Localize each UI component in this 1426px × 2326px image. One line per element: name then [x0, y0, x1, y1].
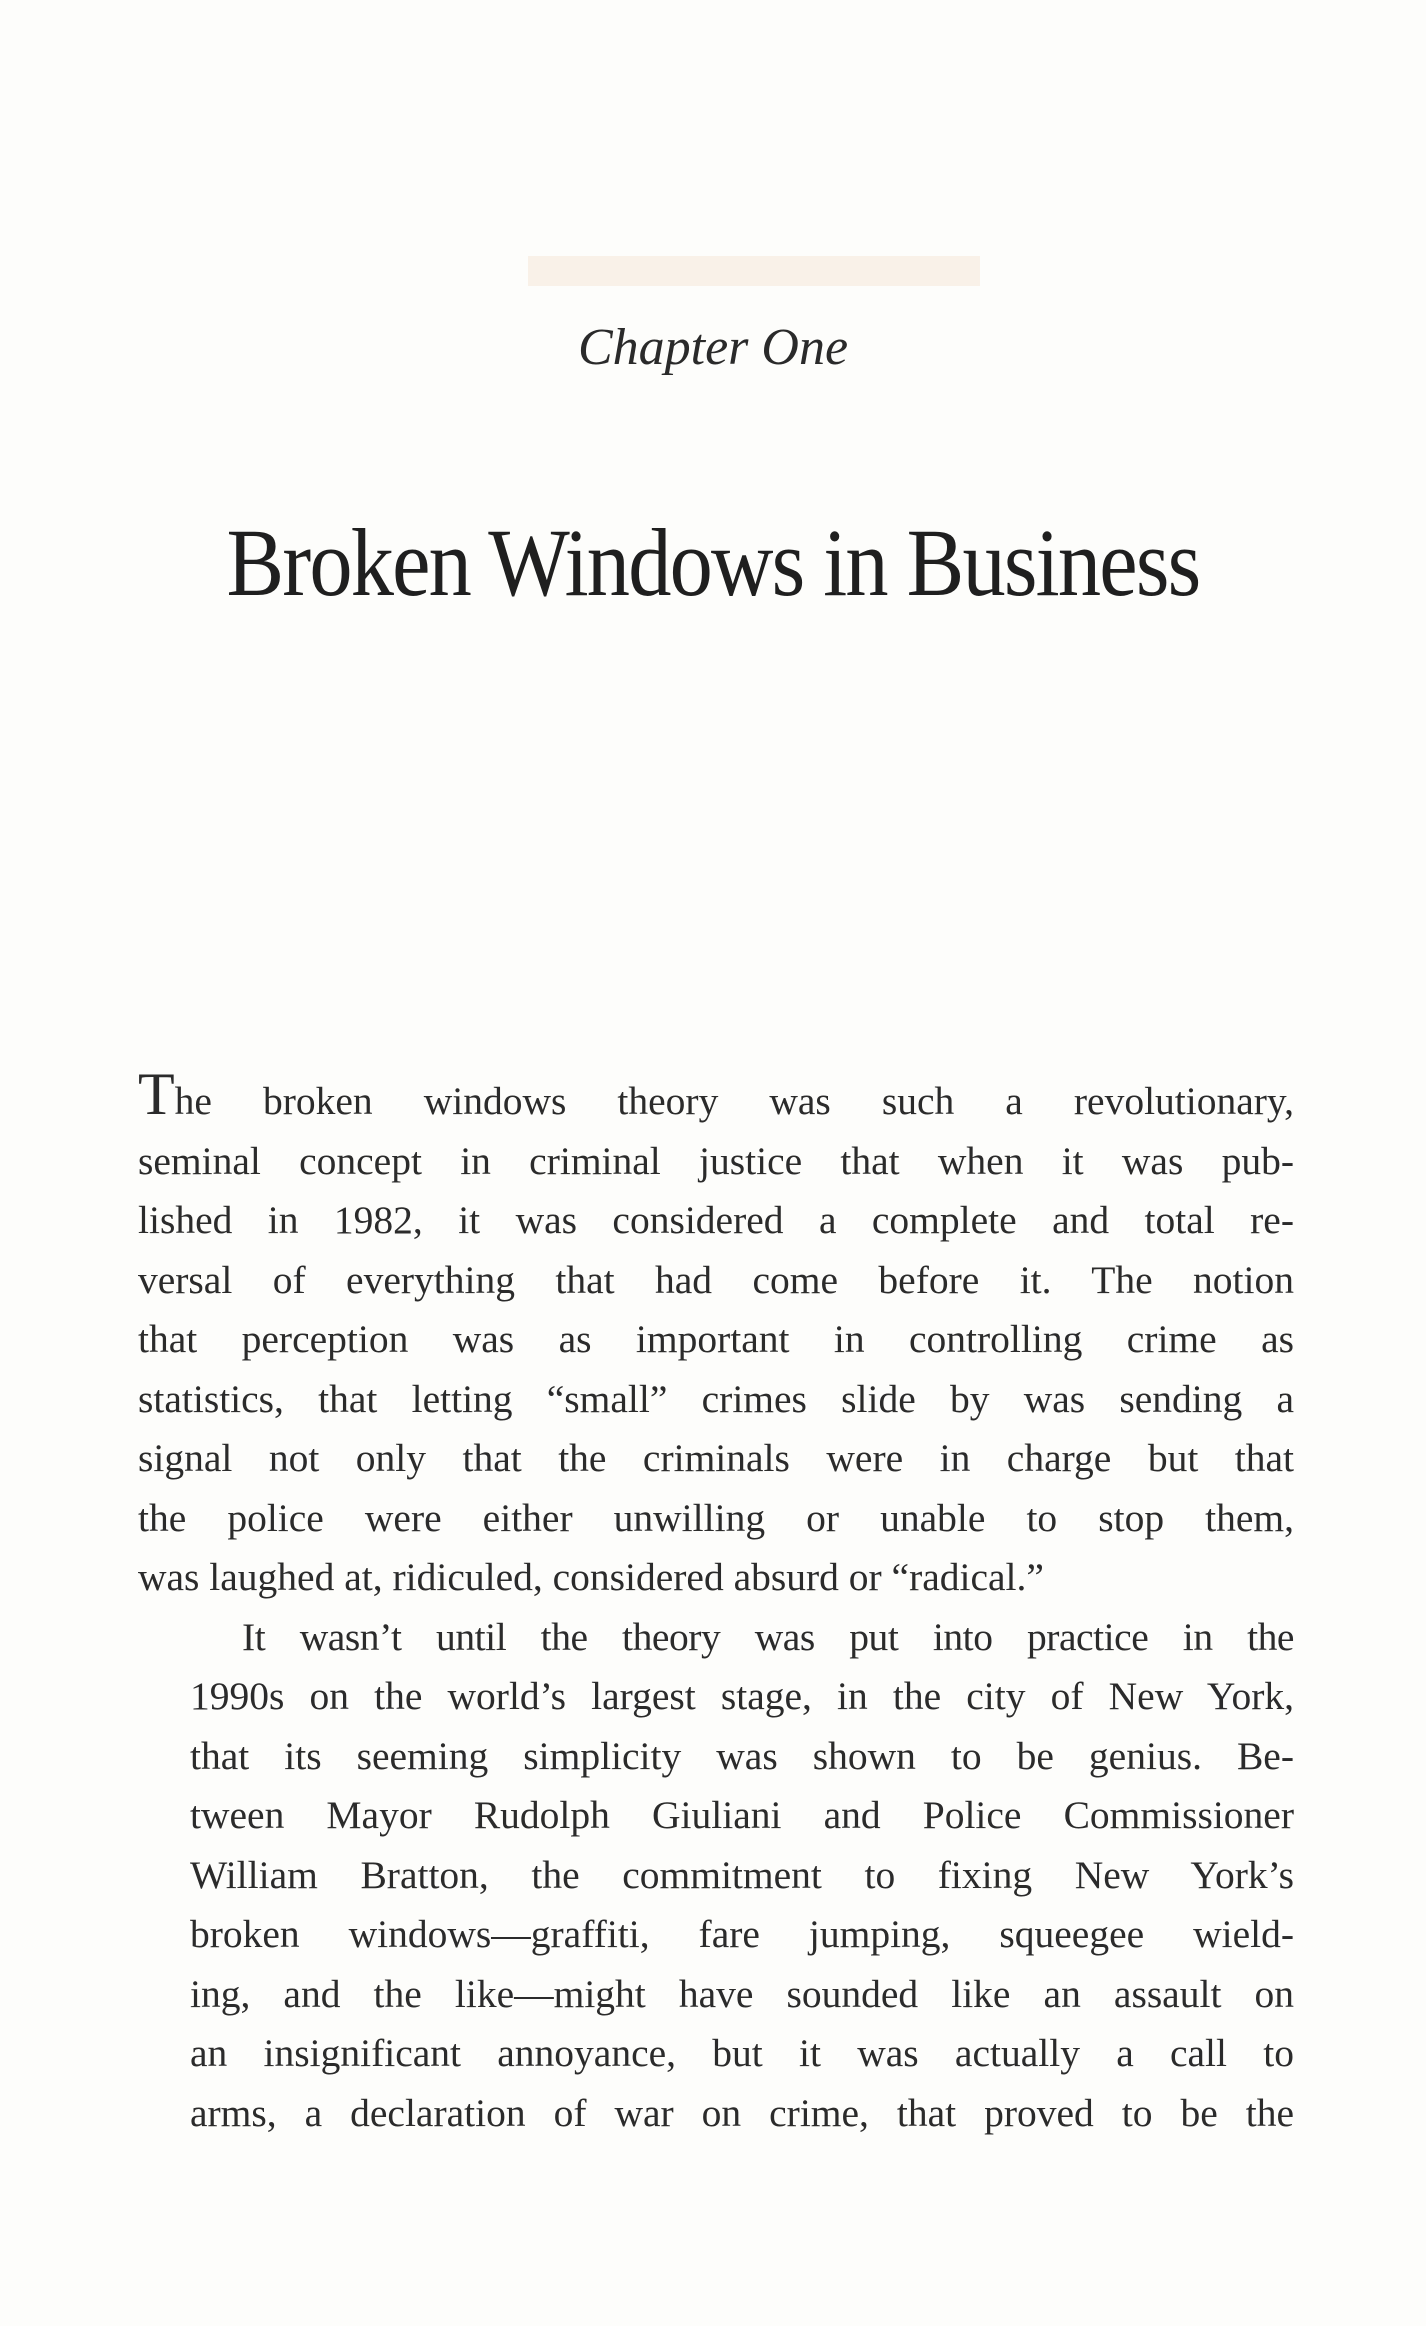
text-line: tween Mayor Rudolph Giuliani and Police Commissioner: [190, 1793, 1294, 1837]
text-line: versal of everything that had come before it. The notion: [138, 1257, 1294, 1302]
text-line: that its seeming simplicity was shown to be genius. Be-: [190, 1733, 1294, 1778]
chapter-title: Broken Windows in Business: [226, 509, 1200, 616]
text-line: William Bratton, the commitment to fixing New York’s: [190, 1852, 1294, 1897]
print-smudge: [528, 256, 980, 286]
text-line: signal not only that the criminals were in charge but that: [138, 1436, 1294, 1480]
body-text: [138, 1061, 1294, 2143]
text-line: an insignificant annoyance, but it was actually a call to: [190, 2031, 1294, 2075]
text-line: broken windows—graffiti, fare jumping, squeegee wield-: [190, 1912, 1294, 1956]
text-line: 1990s on the world’s largest stage, in the city of New York,: [190, 1674, 1294, 1718]
text-line: seminal concept in criminal justice that when it was pub-: [138, 1138, 1294, 1183]
text-line: lished in 1982, it was considered a complete and total re-: [138, 1198, 1294, 1242]
text-line: the police were either unwilling or unable to stop them,: [138, 1495, 1294, 1540]
text-line: was laughed at, ridiculed, considered absurd or “radical.”: [138, 1555, 1044, 1599]
text-line: The broken windows theory was such a revolutionary,: [138, 1061, 1294, 1127]
paragraph-2: [138, 1608, 1294, 2144]
text-line: statistics, that letting “small” crimes slide by was sending a: [138, 1376, 1294, 1421]
text-line: that perception was as important in controlling crime as: [138, 1317, 1294, 1361]
chapter-label: Chapter One: [577, 319, 849, 376]
text-line: arms, a declaration of war on crime, that proved to be the: [190, 2090, 1294, 2135]
text-line: ing, and the like—might have sounded like an assault on: [190, 1971, 1294, 2016]
drop-cap: T: [138, 1061, 175, 1127]
paragraph-1: [138, 1061, 1294, 1608]
text-line: It wasn’t until the theory was put into practice in the: [242, 1614, 1294, 1659]
